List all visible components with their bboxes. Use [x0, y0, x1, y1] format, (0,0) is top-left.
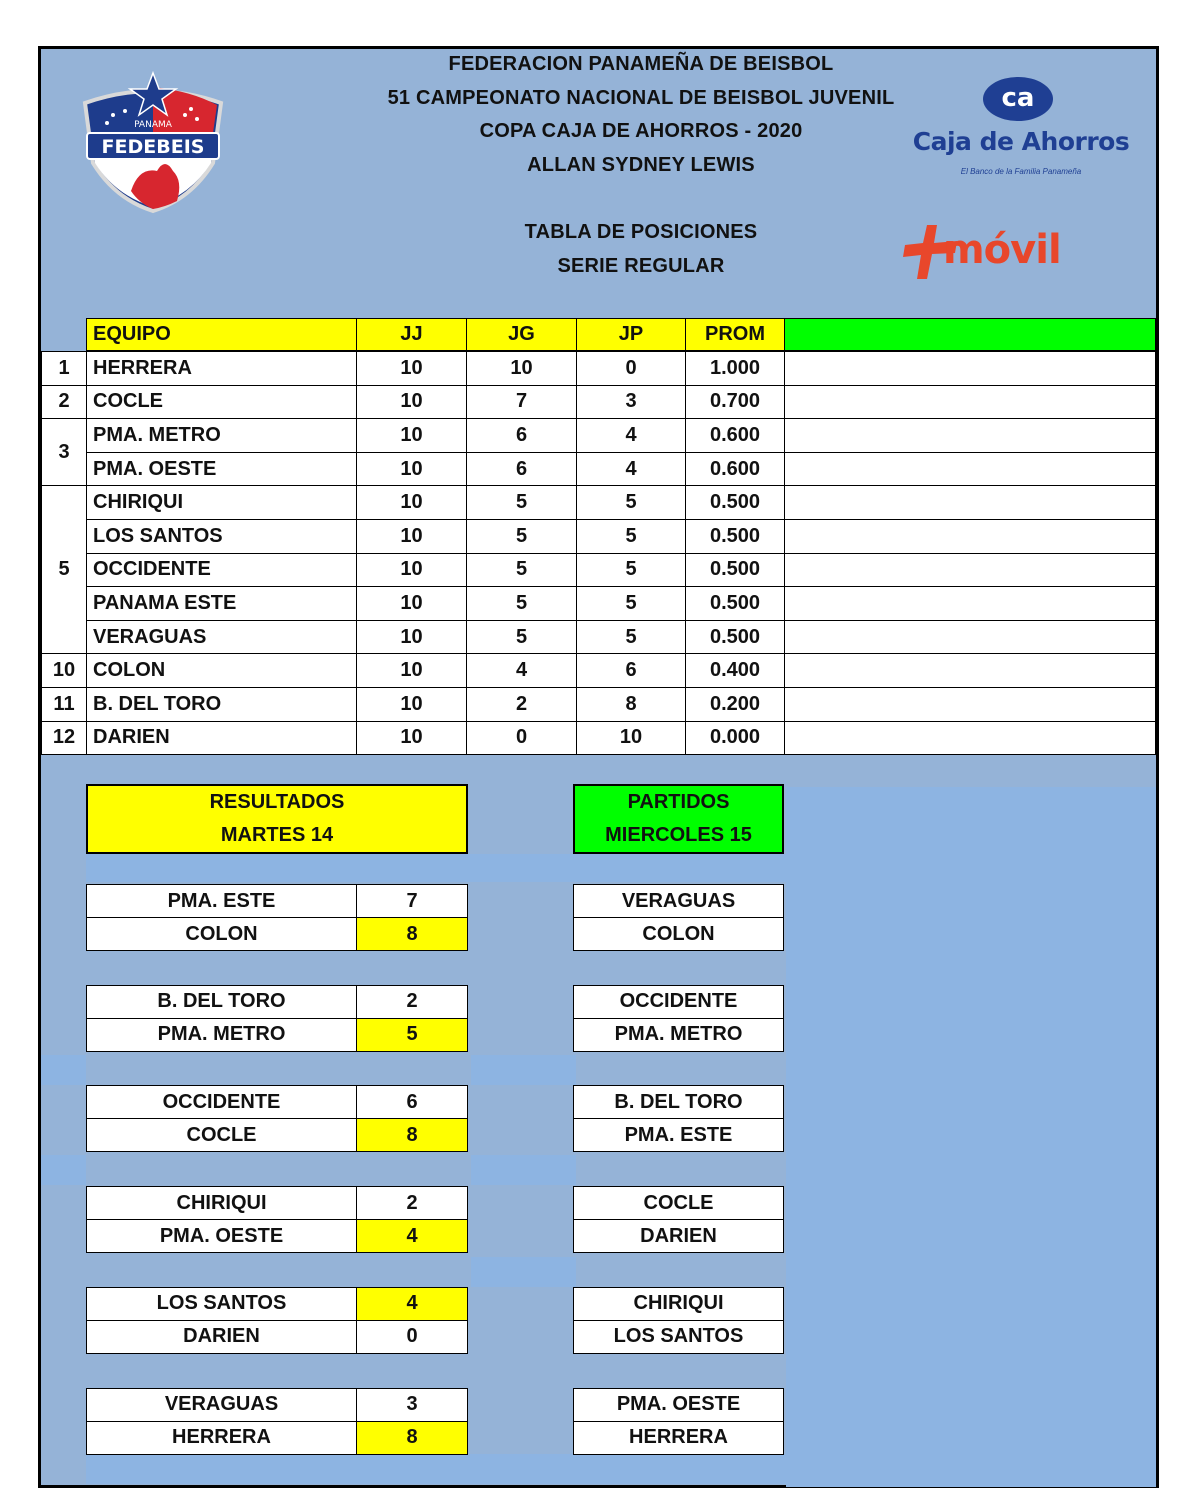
rank-cell: 10	[41, 653, 87, 688]
background-stripe	[471, 1055, 576, 1085]
win-average: 0.500	[685, 519, 785, 554]
result-score: 7	[356, 884, 468, 918]
blank-cell	[784, 586, 1156, 621]
games-lost: 3	[576, 385, 686, 420]
blank-cell	[784, 553, 1156, 588]
win-average: 0.700	[685, 385, 785, 420]
result-team: DARIEN	[86, 1320, 357, 1354]
rank-cell: 5	[41, 485, 87, 654]
games-played: 10	[356, 653, 467, 688]
standings-header-extra	[784, 318, 1156, 351]
games-won: 2	[466, 687, 577, 722]
team-name: PMA. METRO	[86, 418, 357, 453]
header-line-3: COPA CAJA DE AHORROS - 2020	[479, 120, 803, 142]
standings-header-jg: JG	[466, 318, 577, 351]
fedebeis-logo-top-text: PANAMA	[134, 120, 172, 130]
games-played: 10	[356, 452, 467, 487]
games-won: 10	[466, 351, 577, 386]
blank-cell	[784, 721, 1156, 756]
blank-cell	[784, 385, 1156, 420]
result-score: 3	[356, 1388, 468, 1422]
games-lost: 5	[576, 485, 686, 520]
team-name: HERRERA	[86, 351, 357, 386]
games-won: 5	[466, 620, 577, 655]
games-won: 4	[466, 653, 577, 688]
win-average: 0.500	[685, 620, 785, 655]
games-played: 10	[356, 485, 467, 520]
games-lost: 5	[576, 620, 686, 655]
result-score: 8	[356, 917, 468, 951]
result-score: 8	[356, 1118, 468, 1152]
background-stripe	[786, 787, 1156, 1487]
win-average: 0.000	[685, 721, 785, 756]
scheduled-team: COLON	[573, 917, 784, 951]
games-won: 5	[466, 553, 577, 588]
standings-header-prom: PROM	[685, 318, 785, 351]
scheduled-team: PMA. OESTE	[573, 1388, 784, 1422]
games-played: 10	[356, 687, 467, 722]
rank-cell: 11	[41, 687, 87, 722]
games-lost: 5	[576, 519, 686, 554]
caja-tagline: El Banco de la Familia Panameña	[960, 167, 1082, 176]
team-name: PMA. OESTE	[86, 452, 357, 487]
background-stripe	[86, 854, 786, 882]
standings-header-blank	[41, 318, 87, 351]
scheduled-team: PMA. ESTE	[573, 1118, 784, 1152]
result-team: PMA. OESTE	[86, 1219, 357, 1253]
scheduled-team: HERRERA	[573, 1421, 784, 1455]
result-score: 2	[356, 985, 468, 1019]
results-date: MARTES 14	[220, 824, 334, 846]
schedule-header	[573, 784, 784, 854]
result-team: PMA. METRO	[86, 1018, 357, 1052]
schedule-title: PARTIDOS	[627, 791, 730, 813]
games-played: 10	[356, 721, 467, 756]
movil-text: móvil	[943, 227, 1061, 273]
games-lost: 0	[576, 351, 686, 386]
team-name: OCCIDENTE	[86, 553, 357, 588]
result-team: VERAGUAS	[86, 1388, 357, 1422]
result-team: CHIRIQUI	[86, 1186, 357, 1220]
scheduled-team: B. DEL TORO	[573, 1085, 784, 1119]
result-score: 2	[356, 1186, 468, 1220]
games-lost: 10	[576, 721, 686, 756]
team-name: LOS SANTOS	[86, 519, 357, 554]
scheduled-team: VERAGUAS	[573, 884, 784, 918]
win-average: 0.500	[685, 553, 785, 588]
background-stripe	[86, 1454, 786, 1484]
result-score: 4	[356, 1287, 468, 1321]
background-stripe	[471, 1257, 576, 1287]
games-lost: 5	[576, 553, 686, 588]
standings-header-jj: JJ	[356, 318, 467, 351]
result-team: COCLE	[86, 1118, 357, 1152]
caja-name: Caja de Ahorros	[912, 127, 1130, 156]
result-score: 6	[356, 1085, 468, 1119]
games-played: 10	[356, 418, 467, 453]
result-team: OCCIDENTE	[86, 1085, 357, 1119]
scheduled-team: LOS SANTOS	[573, 1320, 784, 1354]
team-name: CHIRIQUI	[86, 485, 357, 520]
blank-cell	[784, 452, 1156, 487]
result-team: PMA. ESTE	[86, 884, 357, 918]
team-name: VERAGUAS	[86, 620, 357, 655]
win-average: 0.500	[685, 485, 785, 520]
header-line-4: ALLAN SYDNEY LEWIS	[527, 154, 755, 176]
games-won: 0	[466, 721, 577, 756]
team-name: COCLE	[86, 385, 357, 420]
team-name: COLON	[86, 653, 357, 688]
scheduled-team: COCLE	[573, 1186, 784, 1220]
movil-logo	[901, 217, 1101, 287]
games-won: 5	[466, 519, 577, 554]
blank-cell	[784, 519, 1156, 554]
blank-cell	[784, 620, 1156, 655]
games-won: 6	[466, 452, 577, 487]
background-stripe	[471, 1155, 576, 1185]
blank-cell	[784, 687, 1156, 722]
games-won: 5	[466, 485, 577, 520]
rank-cell: 1	[41, 351, 87, 386]
blank-cell	[784, 351, 1156, 386]
scheduled-team: CHIRIQUI	[573, 1287, 784, 1321]
result-team: HERRERA	[86, 1421, 357, 1455]
scheduled-team: DARIEN	[573, 1219, 784, 1253]
win-average: 1.000	[685, 351, 785, 386]
win-average: 0.400	[685, 653, 785, 688]
result-team: B. DEL TORO	[86, 985, 357, 1019]
results-header	[86, 784, 468, 854]
result-team: COLON	[86, 917, 357, 951]
header-line-2: 51 CAMPEONATO NACIONAL DE BEISBOL JUVENIL	[387, 87, 895, 109]
background-stripe	[41, 1055, 86, 1085]
win-average: 0.600	[685, 418, 785, 453]
blank-cell	[784, 418, 1156, 453]
games-played: 10	[356, 553, 467, 588]
games-lost: 8	[576, 687, 686, 722]
games-played: 10	[356, 351, 467, 386]
spreadsheet-sheet	[38, 46, 1159, 1488]
win-average: 0.600	[685, 452, 785, 487]
fedebeis-logo	[73, 71, 233, 216]
win-average: 0.500	[685, 586, 785, 621]
caja-de-ahorros-logo	[891, 71, 1151, 181]
games-played: 10	[356, 586, 467, 621]
standings-header-equipo: EQUIPO	[86, 318, 357, 351]
standings-title: TABLA DE POSICIONES	[524, 221, 758, 243]
rank-cell: 2	[41, 385, 87, 420]
standings-subtitle: SERIE REGULAR	[557, 255, 725, 277]
scheduled-team: OCCIDENTE	[573, 985, 784, 1019]
games-lost: 4	[576, 452, 686, 487]
games-played: 10	[356, 385, 467, 420]
fedebeis-logo-text: FEDEBEIS	[101, 136, 205, 158]
team-name: DARIEN	[86, 721, 357, 756]
schedule-date: MIERCOLES 15	[605, 824, 752, 846]
background-stripe	[41, 1155, 86, 1185]
rank-cell: 12	[41, 721, 87, 756]
games-played: 10	[356, 519, 467, 554]
games-lost: 5	[576, 586, 686, 621]
blank-cell	[784, 653, 1156, 688]
standings-header-jp: JP	[576, 318, 686, 351]
games-won: 5	[466, 586, 577, 621]
scheduled-team: PMA. METRO	[573, 1018, 784, 1052]
header-line-1: FEDERACION PANAMEÑA DE BEISBOL	[448, 53, 834, 75]
rank-cell: 3	[41, 418, 87, 486]
games-won: 7	[466, 385, 577, 420]
team-name: B. DEL TORO	[86, 687, 357, 722]
win-average: 0.200	[685, 687, 785, 722]
games-lost: 4	[576, 418, 686, 453]
result-score: 4	[356, 1219, 468, 1253]
games-lost: 6	[576, 653, 686, 688]
result-score: 5	[356, 1018, 468, 1052]
team-name: PANAMA ESTE	[86, 586, 357, 621]
results-title: RESULTADOS	[209, 791, 345, 813]
result-score: 8	[356, 1421, 468, 1455]
games-played: 10	[356, 620, 467, 655]
caja-badge-icon: ca	[983, 77, 1053, 121]
result-score: 0	[356, 1320, 468, 1354]
result-team: LOS SANTOS	[86, 1287, 357, 1321]
games-won: 6	[466, 418, 577, 453]
blank-cell	[784, 485, 1156, 520]
